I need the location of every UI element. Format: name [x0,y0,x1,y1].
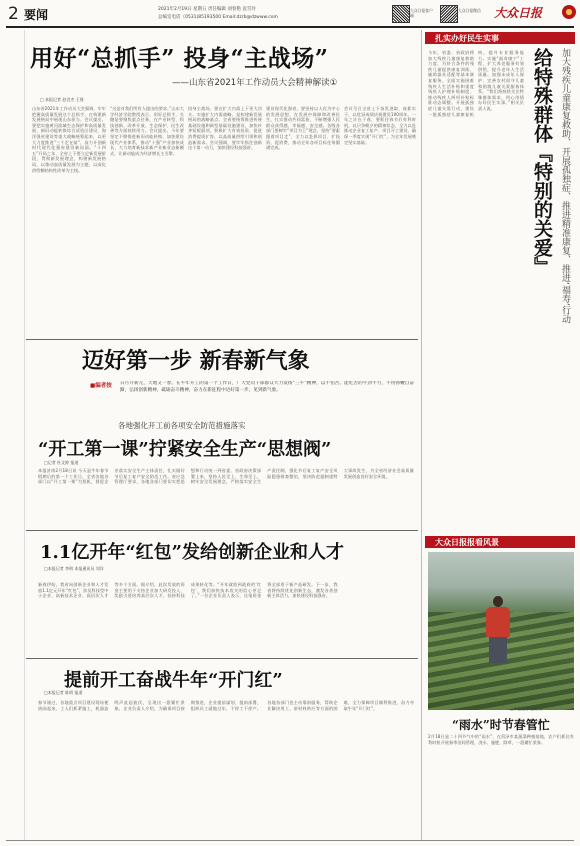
qr-code-left [392,5,410,23]
farmer-trousers [489,637,507,663]
article1-col-5: 会议号召全省上下奋发进取、真抓实干，以优异成绩庆祝建党100周年。一年之计在于春，要抓住春节后有利时机，以只争朝夕的精神状态，全力以赴推动企业复工复产、项目开工建设，确保一季度实现“开门红”，为全年发展奠定坚实基础。 [344,106,416,145]
article1-col-4: 建设现代化强省，要坚持以人民为中心的发展思想，在发展中保障和改善民生，扎实推动共同富裕，不断增强人民群众获得感、幸福感、安全感。各级各部门要树牢“项目为王”理念，坚持“要素跟着项目走”，全力以赴抓项目、扩投资、促消费，推动全年各项目标任务圆满完成。 [266,106,340,151]
banner-top-rule [26,339,418,340]
article1-col-2: “这是对我们所有人提出的要求。”山东大学经济学院教授表示，用好总抓手，关键是要聚焦重点任务，在产业转型、科技创新、改革开放、生态保护、民生改善等方面持续用力。会议提出，今年要坚定不移推进新旧动能转换，加快建设现代产业体系，推动“十强”产业加快成长，大力培育新技术新产业新业态新模式，让新动能成为经济增长主引擎。 [110,106,184,156]
header-rule [6,26,574,28]
article3-title: 1.1亿开年“红包”发给创新企业和人才 [40,542,345,563]
qr-right-label: 大众日报微信 [458,8,481,13]
sidebar-section-label: 扎实办好民生实事 [435,34,499,43]
article2-bottom-rule [26,530,418,531]
farm-photo [428,552,574,710]
article2-kicker: 各地强化开工前各项安全防范措施落实 [118,421,246,430]
article1-subtitle: ——山东省2021年工作动员大会精神解读① [172,78,338,88]
meta-line-2: 总编室电话（0531)85193500 Email:dzrb@dzwww.com [158,15,278,20]
footer-rule [6,840,574,841]
article1-col-1: 山东省2021年工作动员大会强调，牢牢把握高质量发展这个总抓手，在构建新发展格局中展现山东担当。会议提出，要把实施黄河流域生态保护和高质量发展、新旧动能转换综合试验区建设、海洋强省建设等重大战略统筹起来，以更大力度推进“三个走在前”，奋力开创新时代现代化强省建设新局面。“十四五”开局之年，全省上下要立足新发展阶段、贯彻新发展理念，构建新发展格局，以推动高质量发展为主题，以深化供给侧结构性改革为主线。 [32,106,106,173]
page-number: 2 [8,4,19,24]
left-margin-rule [24,30,25,840]
farmer-jacket [486,607,510,637]
photo-credit: □本报记者 赵晓 摄 [510,706,543,711]
sidebar-vertical-title [528,48,554,276]
photo-caption-body: 2月18日是二十四节气中的“雨水”，在菏泽市某蔬菜种植基地，农户们抓住有利时机开展春季田间管理，浇水、施肥、除草，一派繁忙景象。 [428,734,574,745]
photo-caption-title: “雨水”时节春管忙 [452,718,550,732]
article2-byline: □记者 杜文婷 报道 [44,460,79,465]
qr-code-right [440,5,458,23]
meta-line-1: 2021年2月19日 星期五 责任编辑 刘春艳 袁雪玲 [158,7,256,12]
sidebar-title-part2: 『特别的关爱』 [531,143,553,276]
main-sidebar-divider [421,30,422,840]
banner-title: 迈好第一步 新春新气象 [82,348,310,374]
editor-note-body: 日月开新元，天地又一春。在牛年开工的第一个工作日，广大党员干部群众大力发扬“三牛”精神，以不怕苦、能吃苦的牛劲牛力，不用扬鞭自奋蹄，弘扬创新精神，砥砺奋斗精神，奋力在新征程中迈好第一步、见到新气象。 [120,381,414,393]
photo-section-header [425,536,575,548]
article1-title: 用好“总抓手” 投身“主战场” [30,45,329,72]
sidebar-vertical-subtitle: 加大残疾儿童康复救助、开展孤独症、推进精准康复、推进‘福寿’行动 [560,48,570,324]
article4-byline: □本报记者 陈明 报道 [44,690,83,695]
sidebar-body: 今年，省委、省政府将加大残疾儿童康复救助力度，为符合条件的残疾儿童提供康复训练、辅助器具适配等基本康复服务。全面实施困难残疾人生活补贴和重度残疾人护理补贴制度，推动残疾人两项补贴标准动态调整。开展孤独症儿童关爱行动，建设一批孤独症儿童康复机构，提升专业服务能力。实施“福寿康宁”工程，扩大养老服务有效供给，提升老年人生活质量。加强未成年人保护，完善农村留守儿童和困境儿童关爱服务体系。“我们将持续关注特殊群体需求，用心用情办好民生实事。”相关负责人说。 [428,50,524,117]
section-label: 要闻 [24,8,49,22]
article3-bottom-rule [26,658,418,659]
article3-byline: □本报记者 李明 本报通讯员 刘洋 [44,566,104,571]
farmer-figure [484,596,512,666]
article1-col-3: 投身主战场，要在扩大内需上下更大功夫。实施扩大内需战略，是构建新发展格局的战略基点。全省要统筹推进传统基础设施和新型基础设施建设，加快补齐短板弱项，积极扩大有效投资，促进消费提质扩容，以高质量供给引领和创造新需求。会议强调，要牢牢抓住创新这个第一动力，加快建设科技强省。 [188,106,262,151]
article2-body: 本报济南2月18日讯 今天是牛年春节假期后的第一个工作日，全省各地各部门以“开工第一课”为契机，督促企业落实安全生产主体责任，扎实做好节后复工复产安全防范工作。省应急管理厅要求，各地各部门要切实把思想和行动统一到省委、省政府决策部署上来，坚持人民至上、生命至上，树牢安全发展理念，严格落实安全生产责任制，强化节后复工复产安全风险隐患排查整治，坚决防范遏制重特大事故发生，为全省经济社会高质量发展创造良好安全环境。 [38,468,414,485]
article4-title: 提前开工奋战牛年“开门红” [64,670,283,691]
article4-body: 春节刚过，各地重点项目建设现场便热闹起来。工人们抓紧施工，机器轰鸣声此起彼伏，呈现出一派繁忙景象。企业负责人介绍，为确保项目按期推进，企业提前谋划、提前部署，组织员工就地过年，不停工不停产。各地各部门也主动靠前服务，帮助企业解决用工、原材料供应等方面的困难，全力保障项目顺利推进，奋力夺取牛年“开门红”。 [38,700,414,711]
sidebar-section-header [425,32,575,44]
page-header [6,4,574,26]
emblem-icon [562,5,576,19]
masthead-logo: 大众日报 [494,6,543,20]
farmer-head [493,596,503,607]
sidebar-title-part1: 给特殊群体 [531,48,553,143]
article3-body: 新春伊始，我省向创新企业和人才发放1.1亿元开年“红包”，涉及科技型中小企业、高新技术企业、高层次人才等多个方面。据介绍，此次发放的资金主要用于支持企业加大研发投入，奖励引进培养高层次人才，扶持科技成果转化等。“开年就收到政府的‘红包’，我们加快技术攻关的信心更足了。”一位企业负责人表示，这笔资金将全部用于新产品研发。下一步，我省将持续优化创新生态，激发各类创新主体活力，加快建设科技强省。 [38,582,338,599]
qr-left-label: 大众日报客户端 [410,8,433,18]
article1-byline: □ 本报记者 赵君杰 王建 [40,97,84,102]
article2-title: “开工第一课”拧紧安全生产“思想阀” [38,439,332,460]
editor-note-tag: ■编者按 [90,383,112,389]
photo-section-label: 大众日报报看风景 [435,538,499,547]
